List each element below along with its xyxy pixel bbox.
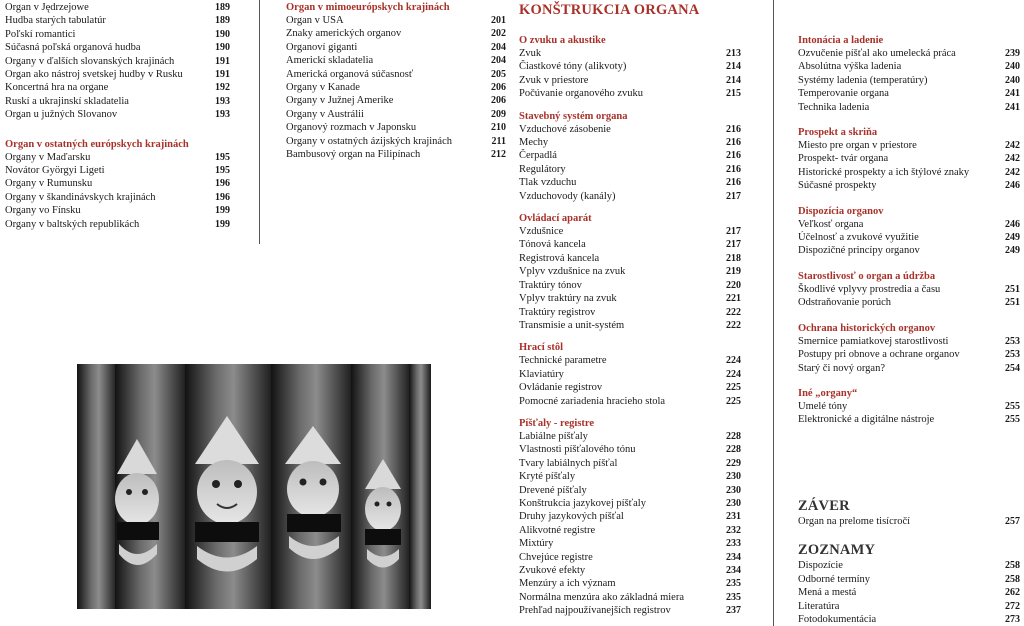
toc-entry-page: 258 [1005,560,1020,572]
toc-entry-page: 216 [726,123,741,135]
toc-entry [798,296,1020,309]
chapter-title: ZÁVER [798,498,850,514]
toc-entry-title: Ovládanie registrov [519,382,603,394]
carved-pipe-faces-image [77,364,431,609]
toc-entry-page: 214 [726,74,741,86]
toc-entry-page: 217 [726,239,741,251]
toc-entry [519,265,741,278]
toc-entry-page: 216 [726,163,741,175]
toc-entry-title: Regulátory [519,163,566,175]
toc-entry-page: 230 [726,497,741,509]
toc-entry [519,457,741,470]
toc-section-european [5,138,230,231]
toc-entry-title: Organový rozmach v Japonsku [286,122,417,134]
toc-entry-page: 232 [726,524,741,536]
toc-entry [286,94,506,107]
toc-entry-title: Smernice pamiatkovej starostlivosti [798,335,949,347]
section-heading: Píšťaly - registre [519,417,595,429]
section-heading: Ochrana historických organov [798,322,936,334]
toc-entry-page: 231 [726,511,741,523]
toc-entry [286,27,506,40]
toc-entry-page: 220 [726,279,741,291]
toc-entry-page: 222 [726,319,741,331]
toc-entry-page: 189 [215,2,230,13]
toc-entry-title: Systémy ladenia (temperatúry) [798,74,928,86]
toc-entry-title: Tlak vzduchu [519,177,577,189]
toc-entry-title: Vzduchovody (kanály) [519,190,616,202]
toc-entry-title: Starý či nový organ? [798,362,885,374]
chapter-title: ZOZNAMY [798,542,876,559]
toc-entry-title: Normálna menzúra ako základná miera [519,591,685,603]
toc-entry [519,74,741,87]
toc-entry [519,484,741,497]
toc-entry-page: 213 [726,48,741,59]
toc-entry [5,191,230,204]
toc-entry-title: Historické prospekty a ich štýlové znaky [798,166,970,178]
toc-entry-page: 253 [1005,349,1020,361]
toc-entry [5,177,230,190]
toc-entry [286,81,506,94]
toc-entry-page: 234 [726,565,741,576]
toc-entry [5,55,230,68]
toc-entry [5,68,230,81]
toc-entry-page: 190 [215,28,230,40]
toc-entry-page: 233 [726,538,741,550]
section-heading: O zvuku a akustike [519,35,606,46]
toc-entry-page: 206 [491,95,506,107]
toc-entry [5,41,230,54]
toc-entry-page: 212 [491,149,506,161]
toc-entry-title: Traktúry tónov [519,279,582,291]
toc-entry-page: 237 [726,605,741,617]
toc-entry-page: 249 [1005,232,1020,244]
toc-entry-page: 189 [215,15,230,27]
toc-entry-page: 199 [215,205,230,217]
toc-entry-title: Organy v Austrálii [286,108,364,120]
toc-entry [798,400,1020,413]
toc-entry [519,190,741,203]
toc-entry [798,348,1020,361]
toc-column-2 [286,1,506,161]
toc-entry-page: 246 [1005,218,1020,230]
toc-entry [798,74,1020,87]
toc-entry-page: 224 [726,355,741,367]
toc-entry-page: 242 [1005,166,1020,178]
toc-entry-title: Organoví giganti [286,41,358,53]
toc-entry [519,591,741,604]
toc-entry-title: Miesto pre organ v priestore [798,140,917,152]
toc-entry-title: Odborné termíny [798,573,871,585]
toc-entry [798,573,1020,586]
toc-entry [798,362,1020,375]
toc-entry-page: 216 [726,177,741,189]
toc-entry-title: Zvuk [519,48,542,59]
toc-entry [798,613,1020,626]
toc-entry-page: 251 [1005,283,1020,295]
toc-entry-page: 258 [1005,573,1020,585]
toc-entry [798,413,1020,426]
toc-entry-page: 205 [491,68,506,80]
toc-entry-page: 217 [726,226,741,238]
toc-entry-title: Prehľad najpoužívanejších registrov [519,605,671,617]
toc-entry-title: Organy v ďalších slovanských krajinách [5,55,175,67]
toc-entry-title: Labiálne píšťaly [519,430,588,442]
toc-entry [798,87,1020,100]
toc-entry-page: 196 [215,191,230,203]
section-heading: Ovládací aparát [519,213,592,225]
toc-entry-title: Organy v Rumunsku [5,178,93,190]
toc-entry [519,176,741,189]
toc-entry-title: Mená a mestá [798,587,857,599]
toc-entry [519,354,741,367]
toc-entry-title: Organy v Kanade [286,82,360,94]
toc-entry-title: Organy v ostatných ázijských krajinách [286,135,453,147]
toc-entry-title: Zvuk v priestore [519,74,589,86]
toc-entry [519,87,741,100]
toc-entry-title: Poľskí romantici [5,28,76,40]
toc-entry-title: Organ na prelome tisícročí [798,516,911,527]
toc-column-4-end [798,498,1020,626]
toc-entry [519,497,741,510]
toc-entry-title: Organ ako nástroj svetskej hudby v Rusku [5,69,183,81]
toc-entry-title: Škodlivé vplyvy prostredia a času [798,283,941,295]
toc-entry-title: Vlastnosti píšťalového tónu [519,444,636,456]
toc-column-1 [5,1,230,231]
toc-entry [519,395,741,408]
toc-entry-title: Americkí skladatelia [286,55,374,67]
toc-entry-page: 230 [726,471,741,483]
toc-entry [519,524,741,537]
toc-entry-page: 254 [1005,362,1020,374]
toc-entry [519,60,741,73]
toc-entry-title: Transmisie a unit-systém [519,319,625,331]
toc-entry [798,139,1020,152]
toc-entry [519,238,741,251]
toc-entry [519,319,741,332]
toc-entry-title: Súčasné prospekty [798,180,877,192]
toc-entry-title: Vplyv vzdušnice na zvuk [519,266,626,278]
toc-entry-title: Hudba starých tabulatúr [5,15,106,27]
toc-entry-title: Súčasná poľská organová hudba [5,42,141,54]
toc-entry-title: Odstraňovanie porúch [798,297,892,309]
toc-entry-title: Účelnosť a zvukové využitie [798,232,919,244]
toc-entry-page: 193 [215,109,230,121]
toc-entry-title: Počúvanie organového zvuku [519,88,644,100]
chapter-title: KONŠTRUKCIA ORGANA [519,2,700,18]
toc-entry-title: Čerpadlá [519,150,557,162]
toc-entry-page: 225 [726,395,741,407]
toc-entry-page: 218 [726,252,741,264]
toc-entry [798,600,1020,613]
toc-entry-title: Zvukové efekty [519,565,586,576]
toc-entry-title: Alikvotné registre [519,524,596,536]
section-heading: Organ v ostatných európskych krajinách [5,138,189,150]
toc-entry-title: Organ v Jędrzejowe [5,2,89,13]
toc-entry-title: Organy v Maďarsku [5,151,91,163]
toc-entry-title: Technické parametre [519,355,607,367]
toc-entry-page: 202 [491,28,506,40]
toc-entry-title: Novátor Györgyi Ligeti [5,165,105,177]
toc-entry-page: 204 [491,41,506,53]
toc-entry-page: 235 [726,578,741,590]
toc-entry [798,152,1020,165]
toc-entry-page: 257 [1005,516,1020,527]
toc-entry-title: Ruskí a ukrajinskí skladatelia [5,95,129,107]
toc-entry [798,60,1020,73]
toc-entry [519,564,741,577]
toc-entry-title: Organ v USA [286,15,344,26]
toc-entry-page: 255 [1005,414,1020,426]
toc-entry [519,292,741,305]
toc-entry-title: Čiastkové tóny (alikvoty) [519,61,627,73]
toc-entry [286,68,506,81]
toc-entry-page: 255 [1005,400,1020,412]
toc-entry-title: Bambusový organ na Filipínach [286,149,421,161]
toc-entry-page: 242 [1005,153,1020,165]
toc-entry-page: 206 [491,82,506,94]
toc-entry-title: Ozvučenie píšťal ako umelecká práca [798,48,956,59]
toc-entry-page: 219 [726,266,741,278]
toc-entry-title: Menzúry a ich význam [519,578,616,590]
toc-entry-title: Druhy jazykových píšťal [519,511,624,523]
toc-entry-page: 191 [215,55,230,67]
toc-entry-title: Vzduchové zásobenie [519,123,611,135]
toc-entry-page: 217 [726,190,741,202]
organ-pipes-photo [77,364,431,609]
toc-entry-page: 190 [215,42,230,54]
toc-entry-page: 246 [1005,180,1020,192]
toc-entry-page: 211 [491,135,506,147]
toc-entry-page: 234 [726,551,741,563]
toc-entry [519,368,741,381]
toc-entry [5,1,230,14]
toc-entry [519,443,741,456]
toc-entry [798,47,1020,60]
toc-entry-page: 273 [1005,614,1020,626]
toc-entry-page: 192 [215,82,230,94]
toc-entry-page: 215 [726,88,741,100]
toc-entry [519,149,741,162]
toc-entry [519,136,741,149]
toc-entry [519,279,741,292]
toc-entry-page: 224 [726,368,741,380]
toc-entry-title: Fotodokumentácia [798,614,877,626]
toc-entry [798,244,1020,257]
toc-entry-title: Mixtúry [519,538,554,550]
toc-entry [519,306,741,319]
toc-entry [519,470,741,483]
toc-entry [798,515,1020,528]
toc-entry-title: Americká organová súčasnosť [286,68,414,80]
toc-entry-title: Dispozičné princípy organov [798,245,920,257]
toc-entry [286,41,506,54]
toc-entry-title: Organ u južných Slovanov [5,109,118,121]
toc-entry-page: 214 [726,61,741,73]
toc-entry-title: Koncertná hra na organe [5,82,109,94]
toc-entry-page: 196 [215,178,230,190]
toc-entry-page: 229 [726,457,741,469]
toc-entry-title: Organy v škandinávskych krajinách [5,191,156,203]
toc-entry [5,95,230,108]
toc-entry-title: Vzdušnice [519,226,564,238]
toc-entry-page: 241 [1005,88,1020,100]
toc-entry-page: 221 [726,293,741,305]
toc-entry [798,101,1020,114]
toc-entry [798,559,1020,572]
toc-entry [5,204,230,217]
toc-entry-page: 195 [215,165,230,177]
toc-entry-title: Organy v Južnej Amerike [286,95,394,107]
toc-entry [519,252,741,265]
toc-entry-title: Mechy [519,137,549,149]
toc-entry-page: 249 [1005,245,1020,257]
toc-entry [519,47,741,60]
toc-entry-page: 240 [1005,61,1020,73]
toc-entry-title: Registrová kancela [519,252,600,264]
column-divider [773,0,774,626]
toc-entry [286,54,506,67]
toc-entry-title: Drevené píšťaly [519,484,587,496]
toc-entry-page: 235 [726,591,741,603]
toc-entry [519,604,741,617]
toc-entry-title: Tónová kancela [519,239,586,251]
toc-entry-page: 193 [215,95,230,107]
toc-entry [519,551,741,564]
toc-entry-page: 216 [726,137,741,149]
toc-entry-page: 204 [491,55,506,67]
toc-entry-page: 242 [1005,140,1020,152]
toc-entry-page: 251 [1005,297,1020,309]
toc-entry-title: Chvejúce registre [519,551,593,563]
toc-entry [519,381,741,394]
toc-entry [798,231,1020,244]
toc-column-3 [519,2,741,618]
toc-entry [286,14,506,27]
toc-entry-page: 225 [726,382,741,394]
toc-entry [5,108,230,121]
toc-entry-page: 272 [1005,600,1020,612]
toc-entry-title: Veľkosť organa [798,218,864,230]
toc-entry-page: 253 [1005,335,1020,347]
toc-entry [5,81,230,94]
toc-entry [5,151,230,164]
toc-entry [519,163,741,176]
toc-entry-page: 209 [491,108,506,120]
column-divider [259,0,260,244]
toc-entry [519,430,741,443]
toc-entry-title: Tvary labiálnych píšťal [519,457,618,469]
toc-entry-page: 228 [726,444,741,456]
toc-entry [5,218,230,231]
toc-entry [798,586,1020,599]
toc-entry-page: 241 [1005,101,1020,113]
section-heading: Stavebný systém organa [519,110,628,122]
toc-entry [286,135,506,148]
toc-entry-page: 195 [215,151,230,163]
toc-entry-title: Postupy pri obnove a ochrane organov [798,349,960,361]
toc-entry [519,537,741,550]
toc-entry-page: 230 [726,484,741,496]
toc-entry-title: Traktúry registrov [519,306,596,318]
toc-entry-title: Klaviatúry [519,368,564,380]
toc-entry [798,179,1020,192]
toc-entry-title: Organy vo Fínsku [5,205,81,217]
toc-entry [286,121,506,134]
section-heading: Iné „organy“ [798,387,858,399]
toc-entry-title: Konštrukcia jazykovej píšťaly [519,497,646,509]
toc-entry-page: 210 [491,122,506,134]
toc-entry [5,14,230,27]
toc-entry-page: 262 [1005,587,1020,599]
toc-entry [798,166,1020,179]
toc-entry-title: Elektronické a digitálne nástroje [798,414,935,426]
toc-entry-page: 216 [726,150,741,162]
section-heading: Organ v mimoeurópskych krajinách [286,2,450,13]
toc-entry-page: 240 [1005,74,1020,86]
toc-entry [519,225,741,238]
toc-entry [519,510,741,523]
toc-entry [519,577,741,590]
toc-entry-title: Organy v baltských republikách [5,218,140,230]
toc-entry-page: 201 [491,15,506,26]
section-heading: Hrací stôl [519,342,564,354]
toc-entry-title: Kryté píšťaly [519,471,576,483]
section-heading: Intonácia a ladenie [798,35,884,46]
toc-entry [798,283,1020,296]
toc-entry [5,28,230,41]
toc-entry-page: 222 [726,306,741,318]
toc-entry [286,148,506,161]
section-heading: Starostlivosť o organ a údržba [798,270,936,282]
toc-section-slavic [5,1,230,122]
toc-entry-title: Umelé tóny [798,400,848,412]
toc-entry-title: Technika ladenia [798,101,870,113]
toc-entry-title: Literatúra [798,600,840,612]
toc-entry-page: 191 [215,69,230,81]
section-heading: Prospekt a skriňa [798,127,878,139]
toc-entry-page: 228 [726,430,741,442]
toc-entry-title: Pomocné zariadenia hracieho stola [519,395,666,407]
toc-entry-title: Absolútna výška ladenia [798,61,902,73]
section-heading: Dispozícia organov [798,205,884,217]
toc-entry-title: Prospekt- tvár organa [798,153,889,165]
toc-entry-title: Dispozície [798,560,843,572]
toc-column-4 [798,34,1020,427]
toc-entry-page: 239 [1005,48,1020,59]
toc-entry [798,218,1020,231]
toc-entry-page: 199 [215,218,230,230]
toc-entry-title: Vplyv traktúry na zvuk [519,293,617,305]
toc-entry [286,108,506,121]
toc-entry [519,123,741,136]
toc-entry-title: Znaky amerických organov [286,28,402,40]
toc-entry [798,335,1020,348]
toc-entry-title: Temperovanie organa [798,88,889,100]
toc-entry [5,164,230,177]
